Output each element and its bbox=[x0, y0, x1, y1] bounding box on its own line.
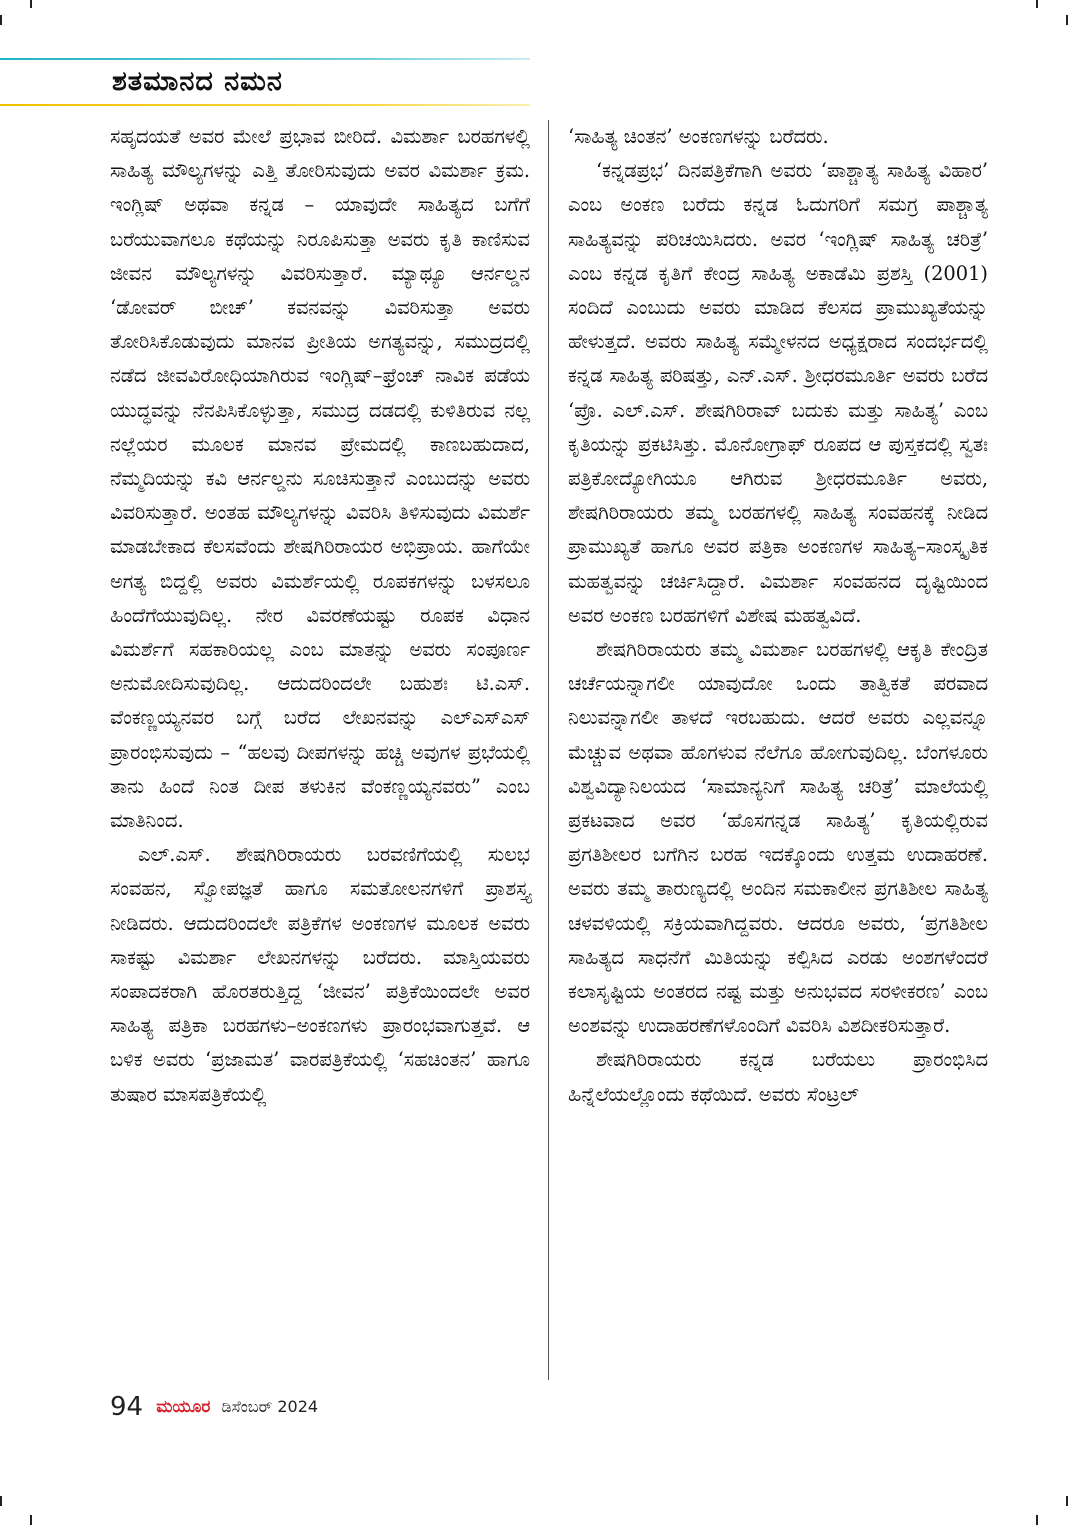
crop-mark bbox=[1036, 0, 1038, 8]
issue-date: ಡಿಸೆಂಬರ್ 2024 bbox=[221, 1397, 319, 1416]
paragraph: ಎಲ್.ಎಸ್. ಶೇಷಗಿರಿರಾಯರು ಬರವಣಿಗೆಯಲ್ಲಿ ಸುಲಭ ಸಂವಹನ, ಸ್ವೋಪಜ್ಞತೆ ಹಾಗೂ ಸಮತೋಲನಗಳಿಗೆ ಪ್ರಾಶಸ್ತ್ಯ ನೀಡಿದರು. ಆದುದರಿಂದಲೇ ಪತ್ರಿಕೆಗಳ ಅಂಕಣಗಳ ಮೂಲಕ ಅವರು ಸಾಕಷ್ಟು ವಿಮರ್ಶಾ ಲೇಖನಗಳನ್ನು ಬರೆದರು. ಮಾಸ್ತಿಯವರು ಸಂಪಾದಕರಾಗಿ ಹೊರತರುತ್ತಿದ್ದ ‘ಜೀವನ’ ಪತ್ರಿಕೆಯಿಂದಲೇ ಅವರ ಸಾಹಿತ್ಯ ಪತ್ರಿಕಾ ಬರಹಗಳು–ಅಂಕಣಗಳು ಪ್ರಾರಂಭವಾಗುತ್ತವೆ. ಆ ಬಳಿಕ ಅವರು ‘ಪ್ರಜಾಮತ’ ವಾರಪತ್ರಿಕೆಯಲ್ಲಿ ‘ಸಹಚಿಂತನ’ ಹಾಗೂ ತುಷಾರ ಮಾಸಪತ್ರಿಕೆಯಲ್ಲಿ bbox=[110, 843, 530, 1106]
page-footer bbox=[110, 1392, 318, 1432]
crop-mark bbox=[1066, 1496, 1068, 1506]
paragraph: ಶೇಷಗಿರಿರಾಯರು ಕನ್ನಡ ಬರೆಯಲು ಪ್ರಾರಂಭಿಸಿದ ಹಿನ್ನೆಲೆಯಲ್ಲೊಂದು ಕಥೆಯಿದೆ. ಅವರು ಸೆಂಟ್ರಲ್ bbox=[568, 1048, 988, 1106]
paragraph: ಶೇಷಗಿರಿರಾಯರು ತಮ್ಮ ವಿಮರ್ಶಾ ಬರಹಗಳಲ್ಲಿ ಆಕೃತಿ ಕೇಂದ್ರಿತ ಚರ್ಚೆಯನ್ನಾಗಲೀ ಯಾವುದೋ ಒಂದು ತಾತ್ವಿಕತೆ ಪರವಾದ ನಿಲುವನ್ನಾಗಲೀ ತಾಳದೆ ಇರಬಹುದು. ಆದರೆ ಅವರು ಎಲ್ಲವನ್ನೂ ಮೆಚ್ಚುವ ಅಥವಾ ಹೊಗಳುವ ನೆಲೆಗೂ ಹೋಗುವುದಿಲ್ಲ. ಬೆಂಗಳೂರು ವಿಶ್ವವಿದ್ಯಾನಿಲಯದ ‘ಸಾಮಾನ್ಯನಿಗೆ ಸಾಹಿತ್ಯ ಚರಿತ್ರೆ’ ಮಾಲೆಯಲ್ಲಿ ಪ್ರಕಟವಾದ ಅವರ ‘ಹೊಸಗನ್ನಡ ಸಾಹಿತ್ಯ’ ಕೃತಿಯಲ್ಲಿರುವ ಪ್ರಗತಿಶೀಲರ ಬಗೆಗಿನ ಬರಹ ಇದಕ್ಕೊಂದು ಉತ್ತಮ ಉದಾಹರಣೆ. ಅವರು ತಮ್ಮ ತಾರುಣ್ಯದಲ್ಲಿ ಅಂದಿನ ಸಮಕಾಲೀನ ಪ್ರಗತಿಶೀಲ ಸಾಹಿತ್ಯ ಚಳವಳಿಯಲ್ಲಿ ಸಕ್ರಿಯವಾಗಿದ್ದವರು. ಆದರೂ ಅವರು, ‘ಪ್ರಗತಿಶೀಲ ಸಾಹಿತ್ಯದ ಸಾಧನೆಗೆ ಮಿತಿಯನ್ನು ಕಲ್ಪಿಸಿದ ಎರಡು ಅಂಶಗಳೆಂದರೆ ಕಲಾಸೃಷ್ಟಿಯ ಅಂತರದ ನಷ್ಟ ಮತ್ತು ಅನುಭವದ ಸರಳೀಕರಣ’ ಎಂಬ ಅಂಶವನ್ನು ಉದಾಹರಣೆಗಳೊಂದಿಗೆ ವಿವರಿಸಿ ವಿಶದೀಕರಿಸುತ್ತಾರೆ. bbox=[568, 638, 988, 1038]
paragraph: ‘ಸಾಹಿತ್ಯ ಚಿಂತನ’ ಅಂಕಣಗಳನ್ನು ಬರೆದರು. bbox=[568, 125, 829, 148]
paragraph: ‘ಕನ್ನಡಪ್ರಭ’ ದಿನಪತ್ರಿಕೆಗಾಗಿ ಅವರು ‘ಪಾಶ್ಚಾತ್ಯ ಸಾಹಿತ್ಯ ವಿಹಾರ’ ಎಂಬ ಅಂಕಣ ಬರೆದು ಕನ್ನಡ ಓದುಗರಿಗೆ ಸಮಗ್ರ ಪಾಶ್ಚಾತ್ಯ ಸಾಹಿತ್ಯವನ್ನು ಪರಿಚಯಿಸಿದರು. ಅವರ ‘ಇಂಗ್ಲಿಷ್ ಸಾಹಿತ್ಯ ಚರಿತ್ರೆ’ ಎಂಬ ಕನ್ನಡ ಕೃತಿಗೆ ಕೇಂದ್ರ ಸಾಹಿತ್ಯ ಅಕಾಡೆಮಿ ಪ್ರಶಸ್ತಿ (2001) ಸಂದಿದೆ ಎಂಬುದು ಅವರು ಮಾಡಿದ ಕೆಲಸದ ಪ್ರಾಮುಖ್ಯತೆಯನ್ನು ಹೇಳುತ್ತದೆ. ಅವರು ಸಾಹಿತ್ಯ ಸಮ್ಮೇಳನದ ಅಧ್ಯಕ್ಷರಾದ ಸಂದರ್ಭದಲ್ಲಿ ಕನ್ನಡ ಸಾಹಿತ್ಯ ಪರಿಷತ್ತು, ಎನ್.ಎಸ್. ಶ್ರೀಧರಮೂರ್ತಿ ಅವರು ಬರೆದ ‘ಪ್ರೊ. ಎಲ್.ಎಸ್. ಶೇಷಗಿರಿರಾವ್ ಬದುಕು ಮತ್ತು ಸಾಹಿತ್ಯ’ ಎಂಬ ಕೃತಿಯನ್ನು ಪ್ರಕಟಿಸಿತ್ತು. ಮೊನೋಗ್ರಾಫ್ ರೂಪದ ಆ ಪುಸ್ತಕದಲ್ಲಿ ಸ್ವತಃ ಪತ್ರಿಕೋದ್ಯೋಗಿಯೂ ಆಗಿರುವ ಶ್ರೀಧರಮೂರ್ತಿ ಅವರು, ಶೇಷಗಿರಿರಾಯರು ತಮ್ಮ ಬರಹಗಳಲ್ಲಿ ಸಾಹಿತ್ಯ ಸಂವಹನಕ್ಕೆ ನೀಡಿದ ಪ್ರಾಮುಖ್ಯತೆ ಹಾಗೂ ಅವರ ಪತ್ರಿಕಾ ಅಂಕಣಗಳ ಸಾಹಿತ್ಯ–ಸಾಂಸ್ಕೃತಿಕ ಮಹತ್ವವನ್ನು ಚರ್ಚಿಸಿದ್ದಾರೆ. ವಿಮರ್ಶಾ ಸಂವಹನದ ದೃಷ್ಟಿಯಿಂದ ಅವರ ಅಂಕಣ ಬರಹಗಳಿಗೆ ವಿಶೇಷ ಮಹತ್ವವಿದೆ. bbox=[568, 159, 988, 627]
section-title: ಶತಮಾನದ ನಮನ bbox=[112, 66, 283, 97]
magazine-logo: ಮಯೂರ bbox=[156, 1397, 211, 1417]
column-divider bbox=[548, 120, 549, 1380]
page-number: 94 bbox=[110, 1392, 144, 1422]
crop-mark bbox=[30, 1515, 32, 1525]
section-header bbox=[0, 58, 530, 108]
crop-mark bbox=[1066, 15, 1068, 25]
header-bottom-rule bbox=[0, 104, 530, 106]
crop-mark bbox=[30, 0, 32, 8]
crop-mark bbox=[1036, 1515, 1038, 1525]
crop-mark bbox=[0, 1496, 2, 1506]
header-top-rule bbox=[0, 58, 530, 60]
right-column bbox=[568, 120, 988, 1112]
crop-mark bbox=[0, 15, 2, 25]
paragraph: ಸಹೃದಯತೆ ಅವರ ಮೇಲೆ ಪ್ರಭಾವ ಬೀರಿದೆ. ವಿಮರ್ಶಾ ಬರಹಗಳಲ್ಲಿ ಸಾಹಿತ್ಯ ಮೌಲ್ಯಗಳನ್ನು ಎತ್ತಿ ತೋರಿಸುವುದು ಅವರ ವಿಮರ್ಶಾ ಕ್ರಮ. ಇಂಗ್ಲಿಷ್ ಅಥವಾ ಕನ್ನಡ – ಯಾವುದೇ ಸಾಹಿತ್ಯದ ಬಗೆಗೆ ಬರೆಯುವಾಗಲೂ ಕಥೆಯನ್ನು ನಿರೂಪಿಸುತ್ತಾ ಅವರು ಕೃತಿ ಕಾಣಿಸುವ ಜೀವನ ಮೌಲ್ಯಗಳನ್ನು ವಿವರಿಸುತ್ತಾರೆ. ಮ್ಯಾಥ್ಯೂ ಆರ್ನಲ್ಡನ ‘ಡೋವರ್ ಬೀಚ್’ ಕವನವನ್ನು ವಿವರಿಸುತ್ತಾ ಅವರು ತೋರಿಸಿಕೊಡುವುದು ಮಾನವ ಪ್ರೀತಿಯ ಅಗತ್ಯವನ್ನು, ಸಮುದ್ರದಲ್ಲಿ ನಡೆದ ಜೀವವಿರೋಧಿಯಾಗಿರುವ ಇಂಗ್ಲಿಷ್–ಫ್ರೆಂಚ್ ನಾವಿಕ ಪಡೆಯ ಯುದ್ಧವನ್ನು ನೆನಪಿಸಿಕೊಳ್ಳುತ್ತಾ, ಸಮುದ್ರ ದಡದಲ್ಲಿ ಕುಳಿತಿರುವ ನಲ್ಲ ನಲ್ಲೆಯರ ಮೂಲಕ ಮಾನವ ಪ್ರೇಮದಲ್ಲಿ ಕಾಣಬಹುದಾದ, ನೆಮ್ಮದಿಯನ್ನು ಕವಿ ಆರ್ನಲ್ಡನು ಸೂಚಿಸುತ್ತಾನೆ ಎಂಬುದನ್ನು ಅವರು ವಿವರಿಸುತ್ತಾರೆ. ಅಂತಹ ಮೌಲ್ಯಗಳನ್ನು ವಿವರಿಸಿ ತಿಳಿಸುವುದು ವಿಮರ್ಶೆ ಮಾಡಬೇಕಾದ ಕೆಲಸವೆಂದು ಶೇಷಗಿರಿರಾಯರ ಅಭಿಪ್ರಾಯ. ಹಾಗೆಯೇ ಅಗತ್ಯ ಬಿದ್ದಲ್ಲಿ ಅವರು ವಿಮರ್ಶೆಯಲ್ಲಿ ರೂಪಕಗಳನ್ನು ಬಳಸಲೂ ಹಿಂದೆಗೆಯುವುದಿಲ್ಲ. ನೇರ ವಿವರಣೆಯಷ್ಟು ರೂಪಕ ವಿಧಾನ ವಿಮರ್ಶೆಗೆ ಸಹಕಾರಿಯಲ್ಲ ಎಂಬ ಮಾತನ್ನು ಅವರು ಸಂಪೂರ್ಣ ಅನುಮೋದಿಸುವುದಿಲ್ಲ. ಆದುದರಿಂದಲೇ ಬಹುಶಃ ಟಿ.ಎಸ್. ವೆಂಕಣ್ಣಯ್ಯನವರ ಬಗ್ಗೆ ಬರೆದ ಲೇಖನವನ್ನು ಎಲ್ಎಸ್ಎಸ್ ಪ್ರಾರಂಭಿಸುವುದು – “ಹಲವು ದೀಪಗಳನ್ನು ಹಚ್ಚಿ ಅವುಗಳ ಪ್ರಭೆಯಲ್ಲಿ ತಾನು ಹಿಂದೆ ನಿಂತ ದೀಪ ತಳುಕಿನ ವೆಂಕಣ್ಣಯ್ಯನವರು” ಎಂಬ ಮಾತಿನಿಂದ. bbox=[110, 125, 530, 833]
left-column bbox=[110, 120, 530, 1112]
